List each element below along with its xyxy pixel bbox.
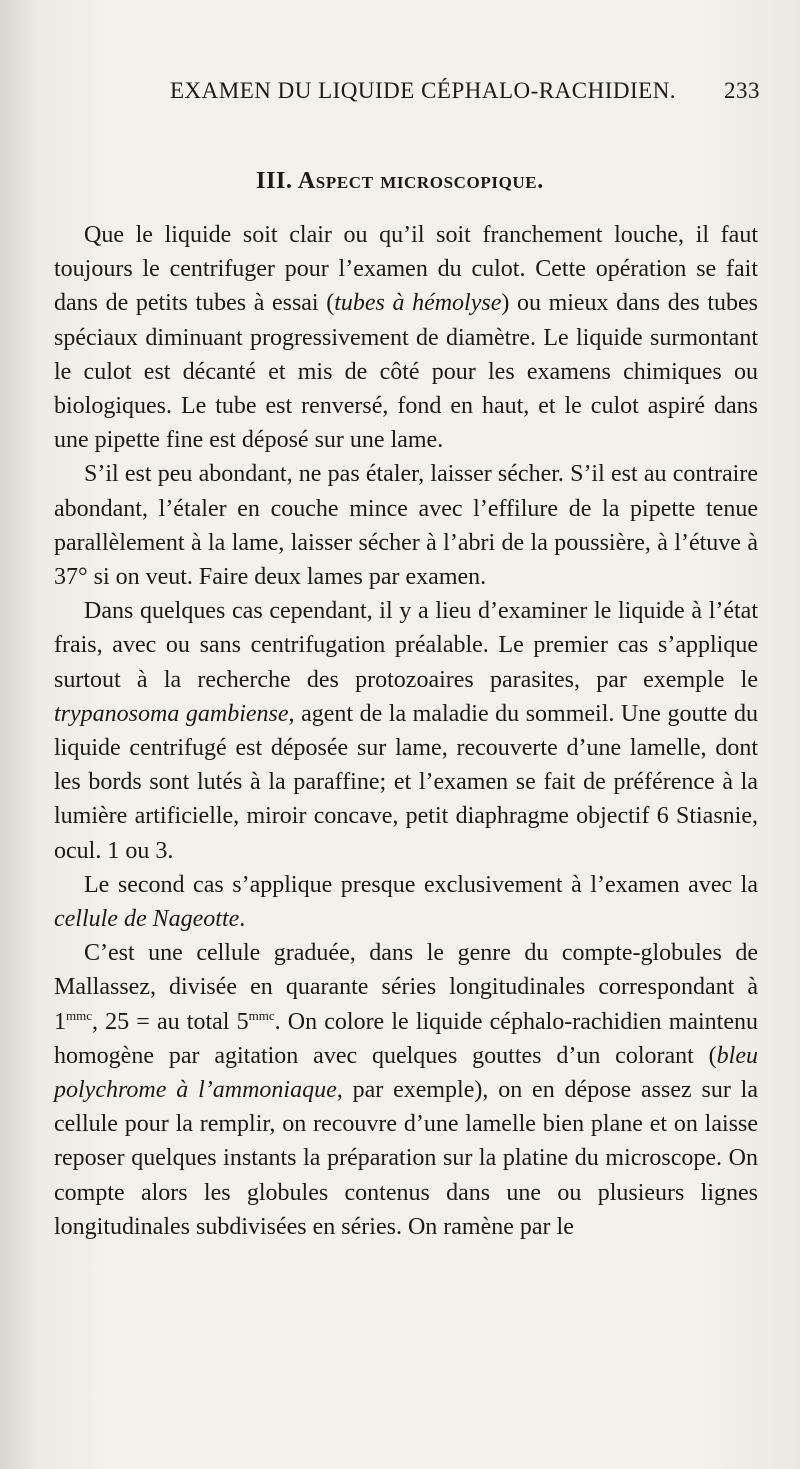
unit-superscript: mmc bbox=[248, 1007, 275, 1023]
italic-term: bleu polychrome à l’ammoniaque, bbox=[54, 1042, 758, 1104]
unit-superscript: mmc bbox=[66, 1007, 92, 1023]
paragraph: Que le liquide soit clair ou qu’il soit franchement louche, il faut toujours le centrifuger pour l’examen du culot. Cette opération se fait dans de petits tubes à essai (tubes à hémolyse) ou mieux dans des tubes spéciaux diminuant progressivement de diamètre. Le liquide surmontant le culot est décanté et mis de côté pour les examens chimiques ou biologiques. Le tube est renversé, fond en haut, et le culot aspiré dans une pipette fine est déposé sur une lame. bbox=[54, 222, 758, 454]
italic-term: tubes à hémolyse bbox=[334, 290, 502, 317]
paragraph: Dans quelques cas cependant, il y a lieu d’examiner le liquide à l’état frais, avec ou sans centrifugation préalable. Le premier cas s’applique surtout à la recherche des protozoaires parasites, par exemple le trypanosoma gambiense, agent de la maladie du sommeil. Une goutte du liquide centrifugé est déposée sur lame, recouverte d’une lamelle, dont les bords sont lutés à la paraffine; et l’examen se fait de préférence à la lumière artificielle, miroir concave, petit diaphragme objectif 6 Stiasnie, ocul. 1 ou 3. bbox=[54, 598, 758, 864]
paragraph: S’il est peu abondant, ne pas étaler, laisser sécher. S’il est au contraire abondant, l’étaler en couche mince avec l’effilure de la pipette tenue parallèlement à la lame, laisser sécher à l’abri de la poussière, à l’étuve à 37° si on veut. Faire deux lames par examen. bbox=[54, 461, 758, 591]
italic-term: cellule de Nageotte bbox=[54, 906, 240, 933]
section-heading: III. Aspect microscopique. bbox=[256, 168, 544, 194]
running-title: EXAMEN DU LIQUIDE CÉPHALO-RACHIDIEN. bbox=[170, 78, 677, 103]
paragraph: Le second cas s’applique presque exclusivement à l’examen avec la cellule de Nageotte. bbox=[54, 871, 758, 933]
italic-term: trypanosoma gambiense bbox=[54, 700, 289, 727]
body-text bbox=[54, 218, 758, 1244]
paragraph: C’est une cellule graduée, dans le genre du compte-globules de Mallassez, divisée en quarante séries longitudinales correspondant à $1^{mmc}$, 25 = au total $5^{mmc}$. On colore le liquide céphalo-rachidien maintenu homogène par agitation avec quelques gouttes d’un colorant (bleu polychrome à l’ammoniaque, par exemple), on en dépose assez sur la cellule pour la remplir, on recouvre d’une lamelle bien plane et on laisse reposer quelques instants la préparation sur la platine du microscope. On compte alors les globules contenus dans une ou plusieurs lignes longitudinales subdivisées en séries. On ramène par le bbox=[54, 940, 759, 1240]
page-number: 233 bbox=[724, 78, 760, 103]
